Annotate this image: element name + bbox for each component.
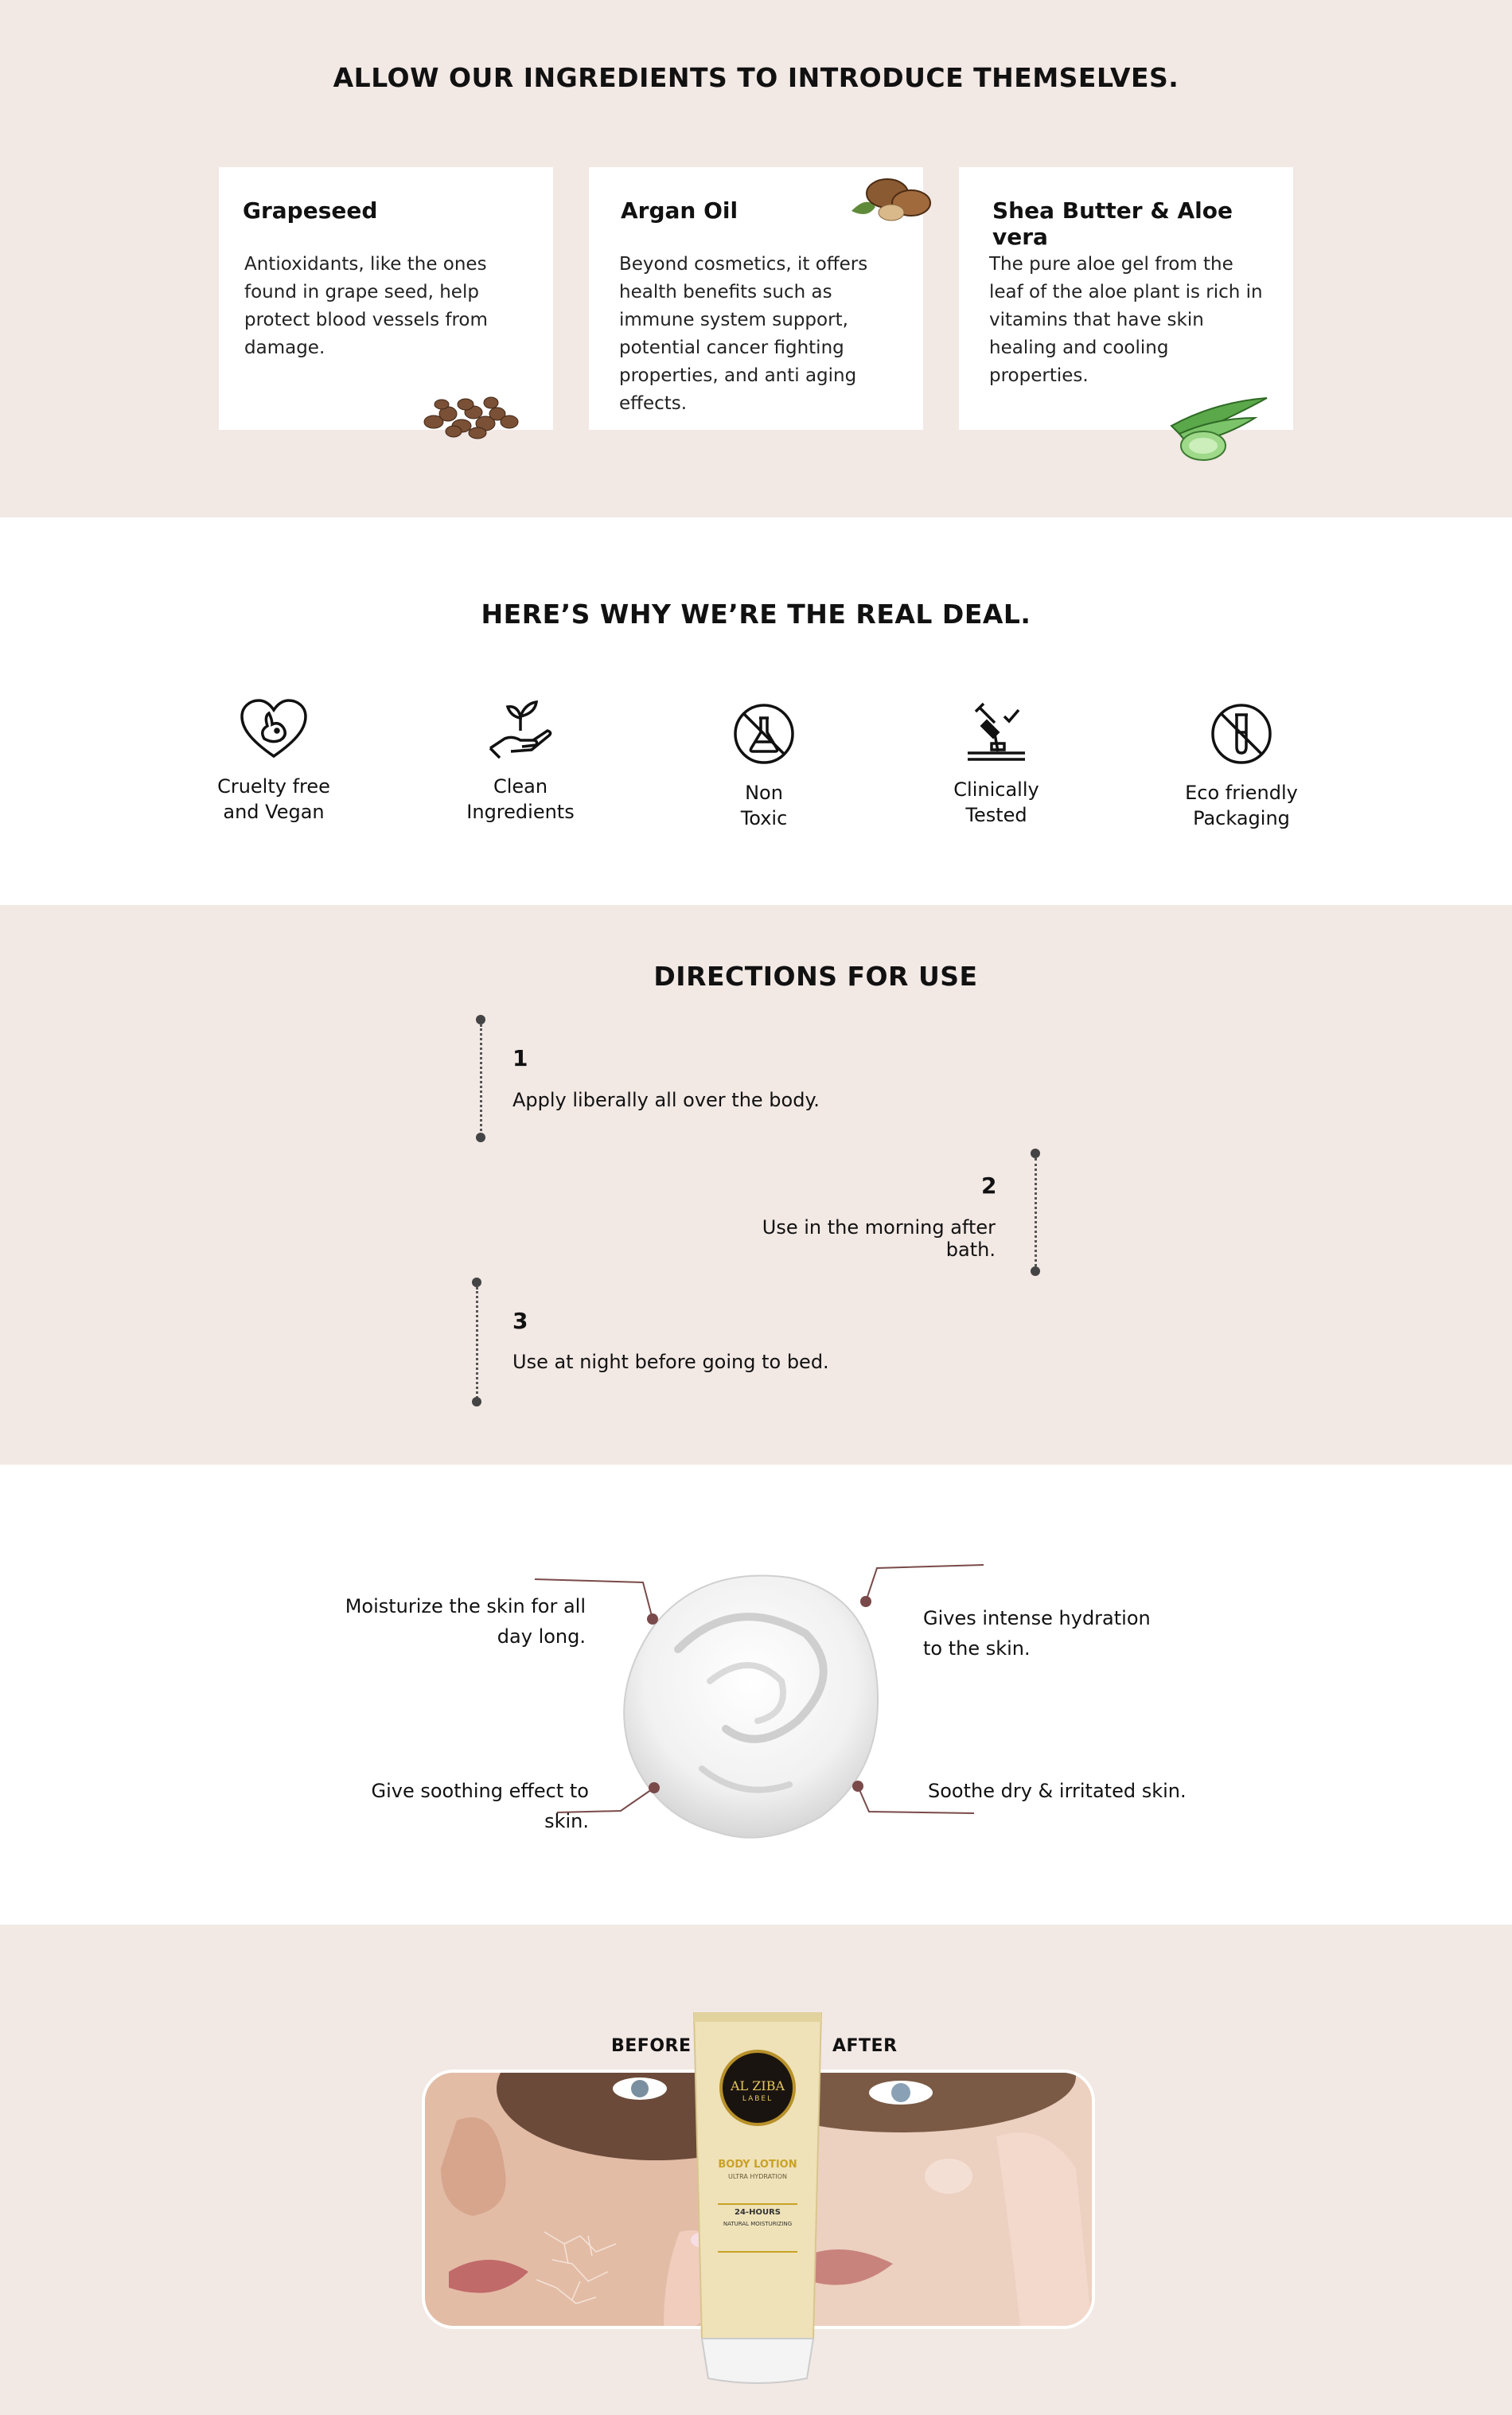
ingredient-name: Grapeseed: [243, 197, 378, 224]
ingredient-name: Shea Butter & Aloe vera: [992, 197, 1233, 250]
ingredient-card-grapeseed: [219, 167, 553, 430]
ingredient-card-shea-aloe: [959, 167, 1293, 430]
feature-cruelty-free: [178, 699, 369, 825]
feature-label: Clinically Tested: [953, 778, 1039, 826]
feature-label: Clean Ingredients: [466, 775, 575, 823]
no-flask-icon: [732, 702, 796, 766]
step-number: 3: [512, 1308, 528, 1334]
timeline-dot: [1031, 1266, 1040, 1276]
feature-clinically-tested: [901, 699, 1092, 828]
feature-clean-ingredients: [425, 699, 616, 825]
benefit-bottom-left: Give soothing effect to skin.: [371, 1780, 589, 1832]
timeline-line: [1035, 1158, 1037, 1266]
step-number: 1: [512, 1045, 528, 1071]
hand-sprout-icon: [487, 699, 554, 759]
benefit-bottom-right: Soothe dry & irritated skin.: [928, 1780, 1187, 1802]
after-label: AFTER: [832, 2036, 898, 2056]
ingredient-desc: Beyond cosmetics, it offers health benefits such as immune system support, potential cancer fighting properties, and anti aging effects.: [619, 254, 868, 414]
tube-brand-sub: LABEL: [742, 2095, 774, 2103]
timeline-dot: [476, 1015, 485, 1024]
feature-non-toxic: [668, 702, 859, 831]
body-lotion-tube-image: [686, 2012, 829, 2386]
callout-lines: [0, 1465, 1512, 1925]
tube-claim: NATURAL MOISTURIZING: [723, 2221, 793, 2227]
ingredients-heading: ALLOW OUR INGREDIENTS TO INTRODUCE THEMSELVES.: [333, 62, 1179, 93]
timeline-dot: [1031, 1149, 1040, 1158]
benefit-top-left: Moisturize the skin for all day long.: [345, 1595, 586, 1648]
timeline-line: [476, 1287, 478, 1399]
heart-bunny-icon: [240, 699, 307, 759]
no-tube-icon: [1210, 702, 1273, 766]
step-text: Use at night before going to bed.: [512, 1351, 829, 1373]
grapeseed-image: [418, 382, 529, 446]
ingredient-card-argan: [589, 167, 923, 430]
tube-hours: 24-HOURS: [735, 2208, 781, 2217]
ingredient-name: Argan Oil: [621, 197, 738, 224]
aloe-vera-image: [1167, 394, 1271, 466]
tube-subtitle: ULTRA HYDRATION: [727, 2173, 788, 2180]
before-label: BEFORE: [611, 2036, 692, 2056]
ingredient-desc: Antioxidants, like the ones found in grape seed, help protect blood vessels from damage.: [244, 254, 488, 358]
directions-heading: DIRECTIONS FOR USE: [653, 961, 978, 992]
timeline-dot: [472, 1397, 481, 1406]
ingredients-section: [0, 0, 1512, 517]
tube-brand: AL ZIBA: [730, 2078, 785, 2093]
feature-label: Eco friendly Packaging: [1185, 782, 1298, 829]
timeline-dot: [472, 1278, 481, 1287]
before-after-section: [0, 1925, 1512, 2415]
step-text: Use in the morning after bath.: [762, 1216, 996, 1261]
benefit-top-right: Gives intense hydration to the skin.: [923, 1607, 1151, 1660]
step-text: Apply liberally all over the body.: [512, 1089, 820, 1111]
lab-test-icon: [963, 699, 1030, 763]
timeline-dot: [476, 1133, 485, 1142]
feature-eco-packaging: [1146, 702, 1337, 831]
directions-section: [0, 905, 1512, 1465]
tube-product-name: BODY LOTION: [718, 2159, 797, 2171]
timeline-line: [480, 1024, 482, 1136]
argan-nut-image: [844, 163, 939, 227]
feature-label: Cruelty free and Vegan: [217, 775, 330, 823]
ingredient-desc: The pure aloe gel from the leaf of the aloe plant is rich in vitamins that have skin healing and cooling properties.: [989, 254, 1263, 386]
why-heading: HERE’S WHY WE’RE THE REAL DEAL.: [481, 599, 1031, 630]
benefits-section: [0, 1465, 1512, 1925]
why-section: [0, 517, 1512, 905]
feature-label: Non Toxic: [740, 782, 788, 829]
step-number: 2: [981, 1172, 997, 1199]
